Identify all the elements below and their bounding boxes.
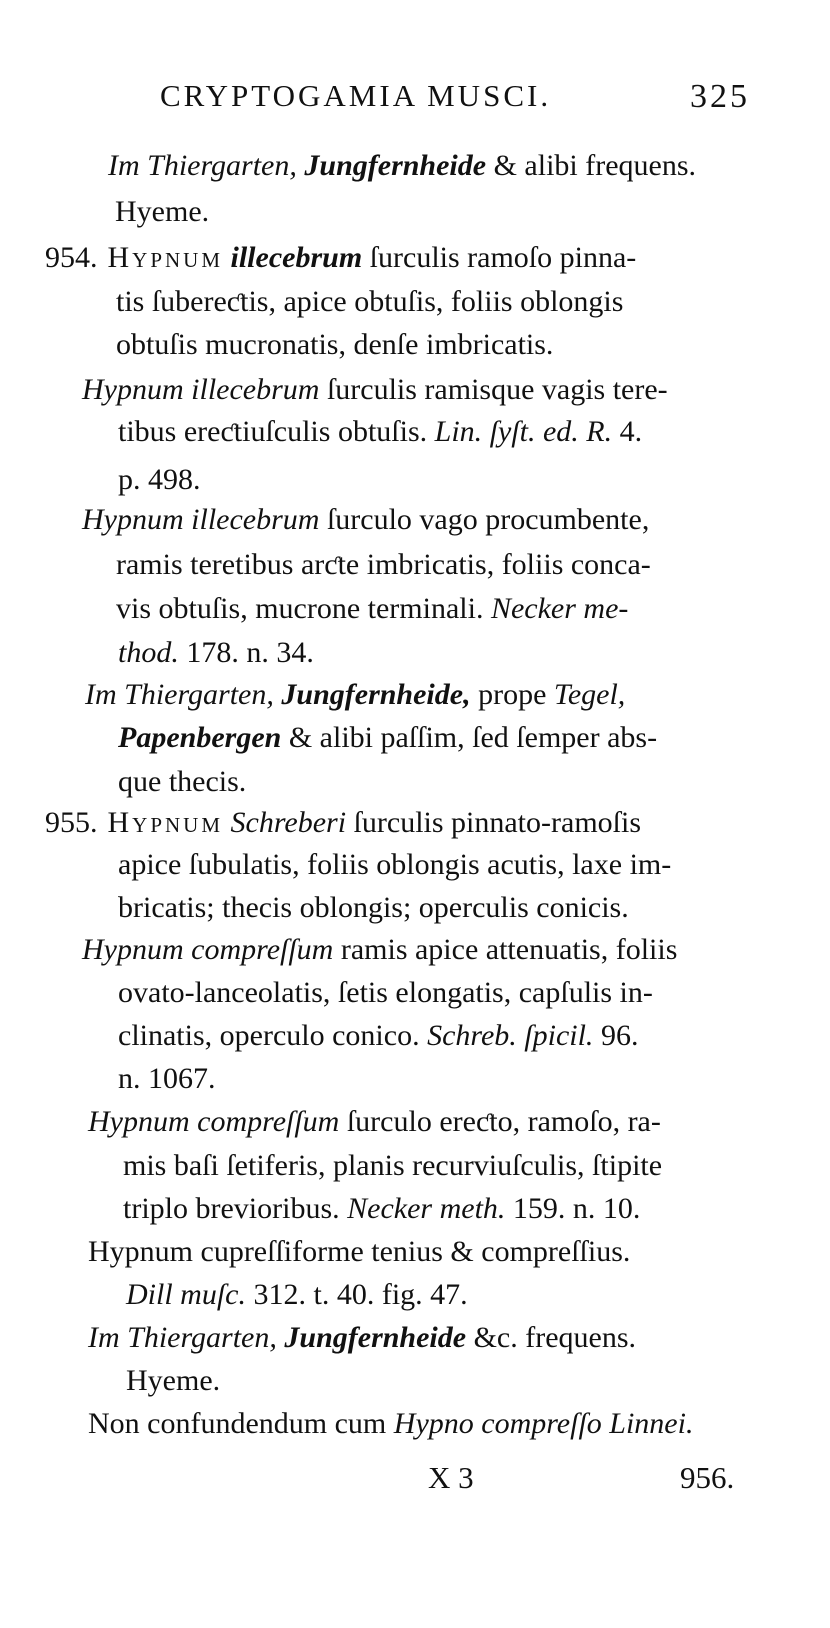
locality-italic: Jungfernheide, bbox=[273, 678, 471, 711]
text-line bbox=[118, 460, 201, 500]
synonym-italic: Hypnum illecebrum bbox=[82, 373, 320, 406]
signature-mark: X 3 bbox=[428, 1460, 474, 1495]
synonym-italic: Hypnum illecebrum bbox=[82, 503, 320, 536]
text-span: ramis apice attenuatis, foliis bbox=[333, 933, 678, 966]
text-span: ovato-lanceolatis, ſetis elongatis, capſulis in- bbox=[118, 976, 653, 1009]
text-line bbox=[88, 1232, 630, 1272]
text-span: que thecis. bbox=[118, 765, 247, 798]
page-number: 325 bbox=[690, 78, 750, 115]
text-span: triplo brevioribus. bbox=[123, 1192, 340, 1225]
text-span: & alibi paſſim, ſed ſemper abs- bbox=[281, 721, 658, 754]
text-line bbox=[88, 1404, 693, 1444]
species-name: illecebrum bbox=[223, 241, 363, 274]
citation-italic: thod. bbox=[118, 636, 179, 669]
text-line bbox=[118, 888, 629, 928]
locality-italic: Im Thiergarten, bbox=[88, 1321, 277, 1354]
citation-italic: Lin. ſyſt. ed. R. bbox=[427, 415, 613, 448]
entry-955-heading bbox=[45, 803, 641, 843]
citation-italic: Dill muſc. bbox=[126, 1278, 246, 1311]
catchword: 956. bbox=[680, 1460, 735, 1495]
text-span: vis obtuſis, mucrone terminali. bbox=[116, 592, 484, 625]
text-line bbox=[123, 1146, 662, 1186]
text-span: 159. n. 10. bbox=[505, 1192, 641, 1225]
text-line bbox=[118, 845, 671, 885]
citation-italic: Hypno compreſſo Linnei. bbox=[393, 1407, 694, 1440]
genus-name: Hypnum bbox=[107, 241, 224, 274]
text-span: 178. n. 34. bbox=[178, 636, 314, 669]
text-line bbox=[116, 282, 623, 322]
text-span: Non confundendum cum bbox=[88, 1407, 394, 1440]
running-head bbox=[160, 78, 750, 128]
locality-italic: Im Thiergarten, bbox=[108, 149, 297, 182]
text-line bbox=[115, 192, 209, 232]
text-line bbox=[108, 146, 696, 186]
text-span: 312. t. 40. fig. 47. bbox=[246, 1278, 468, 1311]
text-line bbox=[118, 973, 653, 1013]
text-span: p. 498. bbox=[118, 463, 201, 496]
text-line bbox=[126, 1361, 220, 1401]
locality-italic: Tegel, bbox=[553, 678, 626, 711]
text-span: bricatis; thecis oblongis; operculis conicis. bbox=[118, 891, 629, 924]
text-span: mis baſi ſetiferis, planis recurviuſculis, ſtipite bbox=[123, 1149, 663, 1182]
text-span: 96. bbox=[593, 1019, 639, 1052]
text-line bbox=[118, 633, 314, 673]
text-line bbox=[85, 675, 625, 715]
running-title: CRYPTOGAMIA MUSCI. bbox=[160, 78, 552, 113]
citation-italic: Necker meth. bbox=[339, 1192, 506, 1225]
species-name: Schreberi bbox=[223, 806, 347, 839]
text-span: ſurculis ramoſo pinna- bbox=[362, 241, 637, 274]
text-line bbox=[116, 545, 651, 585]
text-span: & alibi frequens. bbox=[486, 149, 697, 182]
text-line bbox=[118, 1016, 638, 1056]
locality-italic: Jungfernheide bbox=[296, 149, 487, 182]
synonym-italic: Hypnum compreſſum bbox=[82, 933, 334, 966]
entry-number: 955. bbox=[45, 806, 98, 839]
text-span: 4. bbox=[612, 415, 643, 448]
text-span: clinatis, operculo conico. bbox=[118, 1019, 420, 1052]
text-span: tis ſubereƈtis, apice obtuſis, foliis oblongis bbox=[116, 285, 624, 318]
text-line bbox=[118, 718, 657, 758]
text-span: prope bbox=[470, 678, 554, 711]
text-span: n. 1067. bbox=[118, 1062, 216, 1095]
text-line bbox=[82, 370, 668, 410]
text-span: ſurculis ramisque vagis tere- bbox=[319, 373, 668, 406]
text-line bbox=[88, 1102, 661, 1142]
text-span: ſurculo ereƈto, ramoſo, ra- bbox=[339, 1105, 661, 1138]
text-line bbox=[118, 1059, 216, 1099]
text-line bbox=[118, 762, 246, 802]
text-span: ſurculis pinnato-ramoſis bbox=[346, 806, 641, 839]
locality-italic: Im Thiergarten, bbox=[85, 678, 274, 711]
genus-name: Hypnum bbox=[107, 806, 224, 839]
text-span: Hyeme. bbox=[126, 1364, 221, 1397]
text-line bbox=[116, 589, 628, 629]
text-line bbox=[126, 1275, 468, 1315]
locality-italic: Jungfernheide bbox=[276, 1321, 467, 1354]
text-line bbox=[88, 1318, 636, 1358]
text-span: obtuſis mucronatis, denſe imbricatis. bbox=[116, 328, 554, 361]
synonym-italic: Hypnum compreſſum bbox=[88, 1105, 340, 1138]
text-span: tibus ereƈtiuſculis obtuſis. bbox=[118, 415, 428, 448]
text-span: ramis teretibus arƈte imbricatis, foliis conca- bbox=[116, 548, 651, 581]
text-line bbox=[123, 1189, 640, 1229]
text-span: ſurculo vago procumbente, bbox=[319, 503, 650, 536]
text-span: &c. frequens. bbox=[466, 1321, 637, 1354]
text-line bbox=[82, 930, 677, 970]
text-span: apice ſubulatis, foliis oblongis acutis, laxe im- bbox=[118, 848, 672, 881]
locality-italic: Papenbergen bbox=[118, 721, 282, 754]
entry-number: 954. bbox=[45, 241, 98, 274]
entry-954-heading bbox=[45, 238, 636, 278]
text-span: Hyeme. bbox=[115, 195, 210, 228]
text-line bbox=[82, 500, 649, 540]
citation-italic: Schreb. ſpicil. bbox=[419, 1019, 594, 1052]
text-line bbox=[118, 412, 642, 452]
text-line bbox=[116, 325, 553, 365]
citation-italic: Necker me- bbox=[483, 592, 629, 625]
text-span: Hypnum cupreſſiforme tenius & compreſſius. bbox=[88, 1235, 631, 1268]
